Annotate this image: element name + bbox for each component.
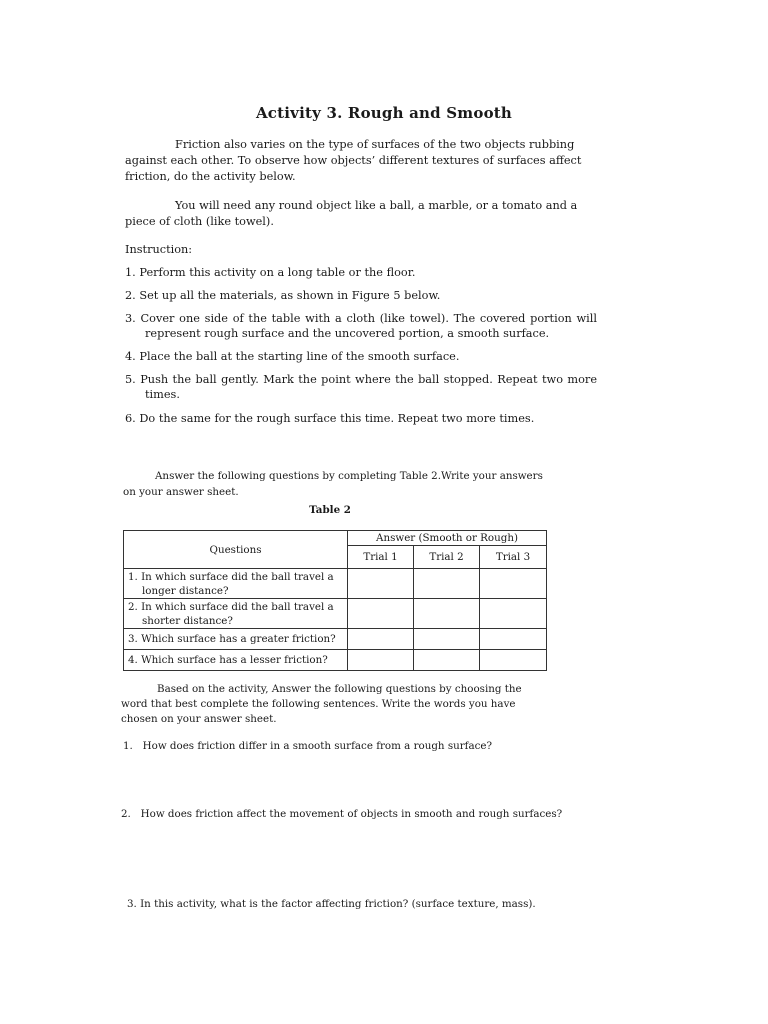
trial-3-header: Trial 3 <box>480 546 547 569</box>
activity-questions-intro <box>121 682 551 727</box>
question-cell: 3. Which surface has a greater friction? <box>124 629 348 650</box>
answer-header: Answer (Smooth or Rough) <box>348 531 547 546</box>
answer-table <box>123 530 547 671</box>
question-line: 2. In which surface did the ball travel a <box>128 601 334 613</box>
answer-cell[interactable] <box>348 599 414 629</box>
step-number: 5. <box>125 373 136 386</box>
answer-cell[interactable] <box>480 599 547 629</box>
question-line-2: shorter distance? <box>142 615 233 627</box>
materials-paragraph <box>125 198 595 230</box>
step-text: Place the ball at the starting line of the smooth surface. <box>139 350 460 363</box>
answer-instructions <box>123 468 553 500</box>
step-text-continued: times. <box>145 388 180 401</box>
step-5 <box>125 372 597 402</box>
step-text: Do the same for the rough surface this time. Repeat two more times. <box>139 412 535 425</box>
answer-cell[interactable] <box>414 629 480 650</box>
step-number: 2. <box>125 289 136 302</box>
materials-paragraph-text: You will need any round object like a ball, a marble, or a tomato and a piece of cloth (like towel). <box>125 199 578 228</box>
step-text: Set up all the materials, as shown in Figure 5 below. <box>139 289 441 302</box>
table-row <box>124 650 547 671</box>
question-cell <box>124 599 348 629</box>
questions-header: Questions <box>124 531 348 569</box>
answer-cell[interactable] <box>480 650 547 671</box>
step-number: 4. <box>125 350 136 363</box>
answer-cell[interactable] <box>348 629 414 650</box>
table-header-row <box>124 531 547 546</box>
table-caption: Table 2 <box>309 504 351 516</box>
step-text: Perform this activity on a long table or the floor. <box>139 266 416 279</box>
step-1 <box>125 265 597 280</box>
question-line-2: longer distance? <box>142 585 229 597</box>
answer-instructions-text: Answer the following questions by completing Table 2.Write your answers on your answer sheet. <box>123 470 543 498</box>
answer-cell[interactable] <box>414 599 480 629</box>
table-row <box>124 569 547 599</box>
step-6 <box>125 411 597 426</box>
answer-cell[interactable] <box>480 629 547 650</box>
page-title: Activity 3. Rough and Smooth <box>255 104 513 122</box>
step-number: 6. <box>125 412 136 425</box>
step-3 <box>125 311 597 341</box>
answer-cell[interactable] <box>348 650 414 671</box>
question-1: 1. How does friction differ in a smooth surface from a rough surface? <box>123 740 492 752</box>
answer-cell[interactable] <box>348 569 414 599</box>
step-number: 3. <box>125 312 136 325</box>
question-line: 1. In which surface did the ball travel a <box>128 571 334 583</box>
step-2 <box>125 288 597 303</box>
answer-cell[interactable] <box>480 569 547 599</box>
step-text-continued: represent rough surface and the uncovered portion, a smooth surface. <box>145 327 550 340</box>
trial-1-header: Trial 1 <box>348 546 414 569</box>
intro-paragraph-text: Friction also varies on the type of surfaces of the two objects rubbing against each other. To observe how objects’ different textures of surfaces affect friction, do the activity below. <box>125 138 582 183</box>
step-number: 1. <box>125 266 136 279</box>
table-row <box>124 599 547 629</box>
step-text: Cover one side of the table with a cloth (like towel). The covered portion will <box>140 312 598 325</box>
answer-cell[interactable] <box>414 569 480 599</box>
question-cell: 4. Which surface has a lesser friction? <box>124 650 348 671</box>
question-2: 2. How does friction affect the movement of objects in smooth and rough surfaces? <box>121 808 563 820</box>
step-4 <box>125 349 597 364</box>
table-row <box>124 629 547 650</box>
activity-questions-intro-text: Based on the activity, Answer the following questions by choosing the word that best complete the following sentences. Write the words you have chosen on your answer sheet. <box>121 683 522 725</box>
instruction-label: Instruction: <box>125 243 193 256</box>
intro-paragraph <box>125 137 595 185</box>
trial-2-header: Trial 2 <box>414 546 480 569</box>
step-text: Push the ball gently. Mark the point where the ball stopped. Repeat two more <box>140 373 598 386</box>
question-3: 3. In this activity, what is the factor affecting friction? (surface texture, mass). <box>127 898 536 910</box>
question-cell <box>124 569 348 599</box>
answer-cell[interactable] <box>414 650 480 671</box>
